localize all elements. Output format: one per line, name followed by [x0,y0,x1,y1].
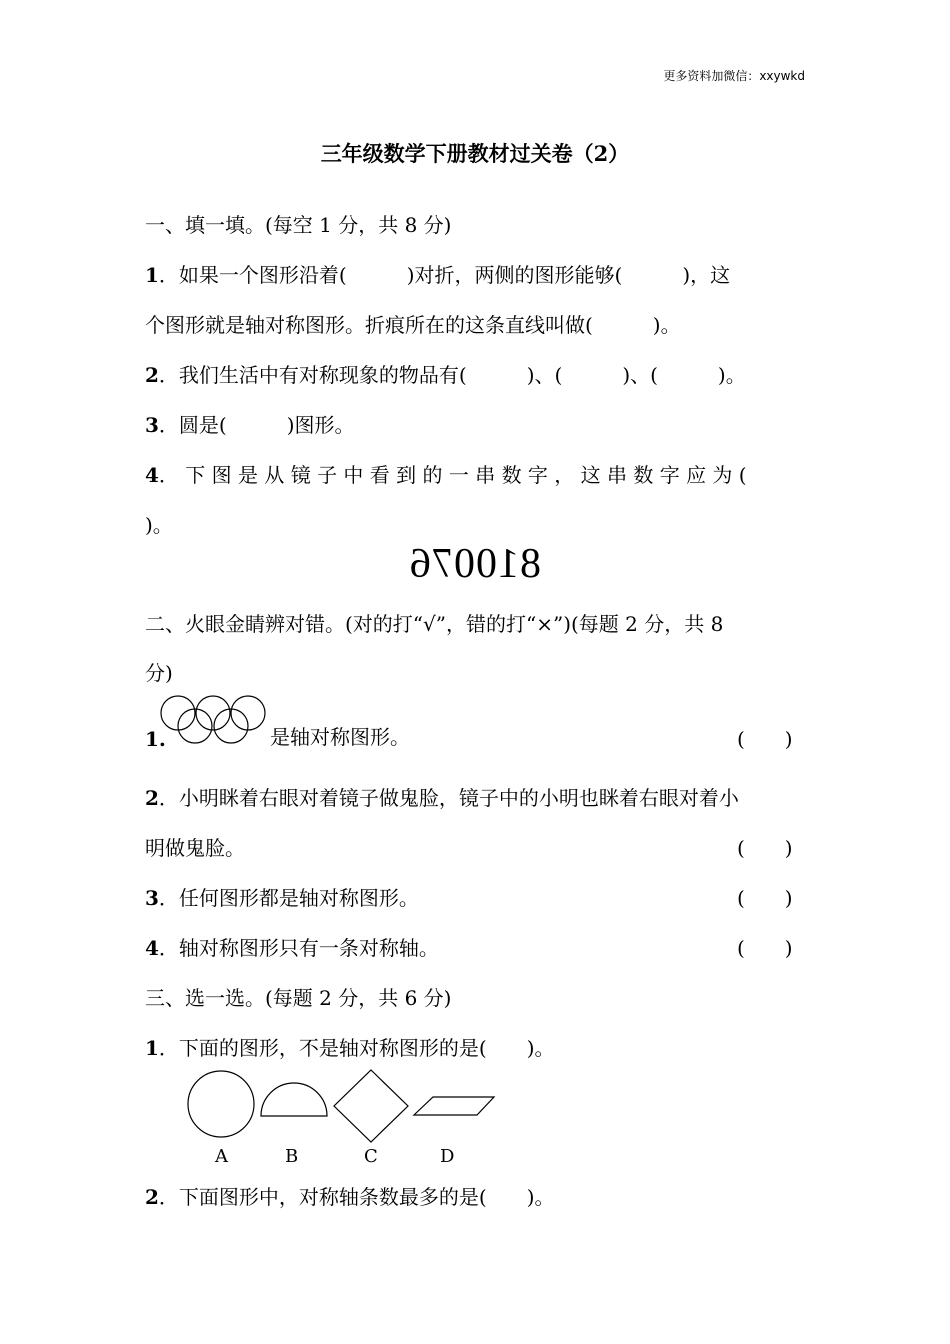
s2-q3-text: ．任何图形都是轴对称图形。 [158,886,419,910]
s1-q3 [145,413,355,437]
mirror-number-figure [0,540,950,588]
s3-q1-number: 1 [145,1036,159,1060]
option-label-b: B [285,1146,299,1167]
s1-q4-number: 4 [145,463,159,487]
s2-q2-answer-paren: ( ) [737,836,793,860]
mirror-digits: 810076 [409,541,541,587]
s2-q2-line2: 明做鬼脸。 [145,836,245,860]
s1-q2-number: 2 [145,363,159,387]
option-d-parallelogram [414,1097,494,1115]
section2-heading-line1: 二、火眼金睛辨对错。(对的打“√”，错的打“×”)(每题 2 分，共 8 [145,612,724,636]
section3-heading: 三、选一选。(每题 2 分，共 6 分) [145,986,452,1010]
option-label-c: C [364,1146,378,1167]
ring-2 [196,696,230,730]
s2-q4-text: ．轴对称图形只有一条对称轴。 [158,936,439,960]
s2-q4-answer-paren: ( ) [737,936,793,960]
s2-q4 [145,936,439,960]
s1-q3-number: 3 [145,413,159,437]
s1-q2-text: ．我们生活中有对称现象的物品有( )、( )、( )。 [158,363,746,387]
s3-q2 [145,1185,555,1209]
shape-options-figure [182,1066,502,1148]
s1-q4-line1 [145,463,747,487]
s1-q1-line1 [145,263,730,287]
option-c-square [334,1070,408,1142]
olympic-rings-figure [158,694,270,746]
s1-q4-line2: )。 [145,513,173,537]
option-label-a: A [215,1146,228,1167]
s1-q4-text: ． 下 图 是 从 镜 子 中 看 到 的 一 串 数 字 ， 这 串 数 字 应 为 ( [158,463,747,487]
s2-q3-answer-paren: ( ) [737,886,793,910]
section1-heading: 一、填一填。(每空 1 分，共 8 分) [145,213,452,237]
s2-q2-number: 2 [145,786,159,810]
s3-q1 [145,1036,555,1060]
s3-q2-text: ．下面图形中，对称轴条数最多的是( )。 [158,1185,555,1209]
s2-q3 [145,886,419,910]
s2-q1-answer-paren: ( ) [737,727,793,751]
s1-q3-text: ．圆是( )图形。 [158,413,355,437]
option-a-circle [188,1071,254,1137]
s1-q2 [145,363,746,387]
page-title: 三年级数学下册教材过关卷（2） [320,141,630,166]
option-label-d: D [440,1146,455,1167]
s2-q1-text: 是轴对称图形。 [270,725,410,749]
s2-q2-line1 [145,786,739,810]
s1-q1-text: ．如果一个图形沿着( )对折，两侧的图形能够( )，这 [158,263,731,287]
s2-q1-number: 1. [145,727,166,751]
section2-heading-line2: 分) [145,661,173,685]
s2-q3-number: 3 [145,886,159,910]
s2-q4-number: 4 [145,936,159,960]
s3-q1-text: ．下面的图形，不是轴对称图形的是( )。 [158,1036,555,1060]
s2-q2-text: ．小明眯着右眼对着镜子做鬼脸，镜子中的小明也眯着右眼对着小 [158,786,739,810]
s1-q1-number: 1 [145,263,159,287]
s1-q1-line2: 个图形就是轴对称图形。折痕所在的这条直线叫做( )。 [145,313,681,337]
header-note: 更多资料加微信：xxywkd [663,69,805,83]
s3-q2-number: 2 [145,1185,159,1209]
option-b-semicircle [261,1083,327,1116]
